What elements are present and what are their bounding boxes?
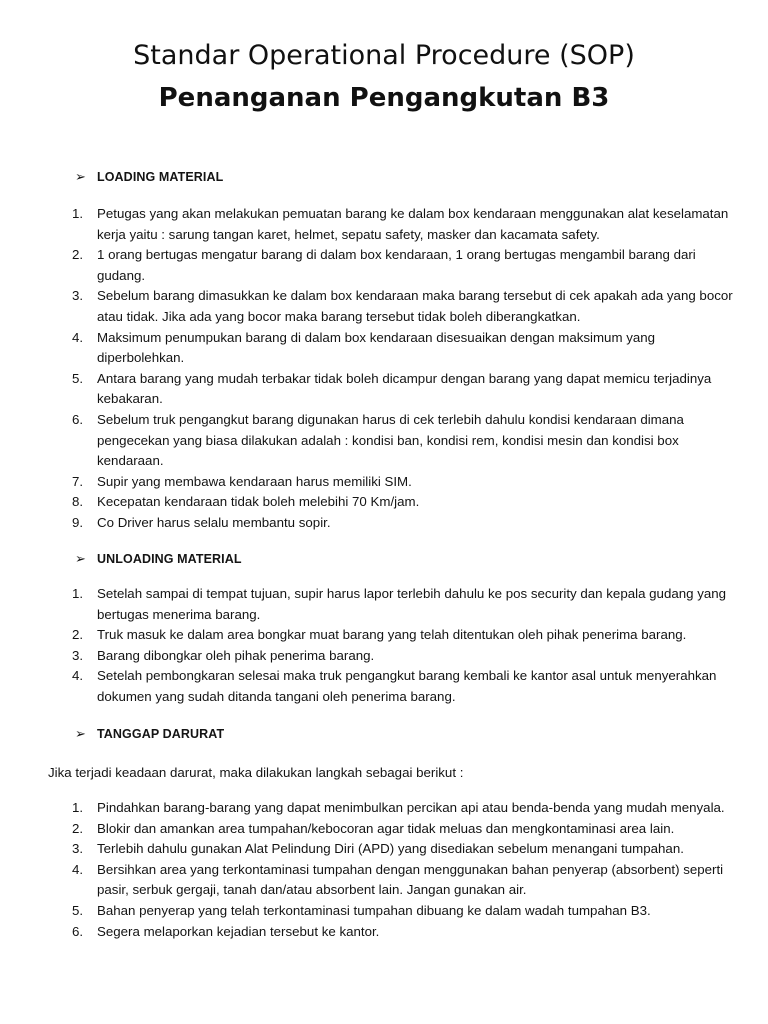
list-item <box>0 839 768 860</box>
list-item <box>0 860 768 901</box>
list-item-number: 9. <box>72 514 84 530</box>
list-item <box>0 819 768 840</box>
loading-steps-list <box>0 204 768 534</box>
document-title: Standar Operational Procedure (SOP) <box>133 40 635 71</box>
list-item-text: Pindahkan barang-barang yang dapat menimbulkan percikan api atau benda-benda yang mudah menyala. <box>97 800 725 815</box>
list-item <box>0 901 768 922</box>
list-item-text: Segera melaporkan kejadian tersebut ke kantor. <box>97 923 380 939</box>
list-item <box>0 666 768 707</box>
list-item-text: Supir yang membawa kendaraan harus memiliki SIM. <box>97 473 412 489</box>
list-item-number: 4. <box>72 668 84 684</box>
list-item-number: 3. <box>72 288 84 304</box>
list-item-number: 3. <box>72 647 84 663</box>
list-item <box>0 245 768 286</box>
list-item-text: Petugas yang akan melakukan pemuatan barang ke dalam box kendaraan menggunakan alat keselamatan kerja yaitu : sarung tangan karet, helmet, sepatu safety, masker dan kacamata safety. <box>97 206 729 242</box>
list-item-number: 6. <box>72 411 84 427</box>
list-item-number: 6. <box>72 923 84 939</box>
list-item-number: 7. <box>72 473 84 489</box>
list-item-text: Bahan penyerap yang telah terkontaminasi tumpahan dibuang ke dalam wadah tumpahan B3. <box>97 902 651 918</box>
list-item <box>0 798 768 819</box>
list-item-number: 2. <box>72 627 84 643</box>
list-item-text: Blokir dan amankan area tumpahan/kebocoran agar tidak meluas dan mengkontaminasi area lain. <box>97 820 675 836</box>
list-item-number: 2. <box>72 820 84 836</box>
list-item-number: 1. <box>72 800 84 815</box>
list-item <box>0 584 768 625</box>
section-heading-unloading <box>75 551 242 567</box>
list-item-number: 3. <box>72 841 84 857</box>
arrow-bullet-icon: ➢ <box>75 169 86 184</box>
document-subtitle: Penanganan Pengangkutan B3 <box>158 83 610 113</box>
list-item-number: 5. <box>72 370 84 386</box>
list-item <box>0 922 768 943</box>
list-item <box>0 410 768 472</box>
list-item-number: 4. <box>72 329 84 345</box>
list-item-text: Sebelum barang dimasukkan ke dalam box kendaraan maka barang tersebut di cek apakah ada yang bocor atau tidak. Jika ada yang bocor maka barang tersebut tidak boleh diberangkatkan. <box>97 288 733 324</box>
list-item <box>0 646 768 667</box>
list-item-text: 1 orang bertugas mengatur barang di dalam box kendaraan, 1 orang bertugas mengambil barang dari gudang. <box>97 247 696 283</box>
list-item-text: Maksimum penumpukan barang di dalam box kendaraan disesuaikan dengan maksimum yang diperbolehkan. <box>97 329 656 366</box>
list-item-text: Bersihkan area yang terkontaminasi tumpahan dengan menggunakan bahan penyerap (absorbent) seperti pasir, serbuk gergaji, tanah dan/atau absorbent lain. Jangan gunakan air. <box>97 861 724 898</box>
list-item-number: 5. <box>72 902 84 918</box>
emergency-intro-text: Jika terjadi keadaan darurat, maka dilakukan langkah sebagai berikut : <box>48 765 464 780</box>
section-heading-label: UNLOADING MATERIAL <box>97 552 242 566</box>
list-item-text: Setelah sampai di tempat tujuan, supir harus lapor terlebih dahulu ke pos security dan kepala gudang yang bertugas menerima barang. <box>97 586 727 622</box>
list-item-text: Sebelum truk pengangkut barang digunakan harus di cek terlebih dahulu kondisi kendaraan dimana pengecekan yang biasa dilakukan adalah : kondisi ban, kondisi rem, kondisi mesin dan kondisi box kendaraan. <box>97 411 684 469</box>
list-item <box>0 369 768 410</box>
arrow-bullet-icon: ➢ <box>75 551 86 566</box>
list-item <box>0 513 768 534</box>
list-item-text: Setelah pembongkaran selesai maka truk pengangkut barang kembali ke kantor asal untuk menyerahkan dokumen yang sudah ditanda tangani oleh penerima barang. <box>97 668 717 704</box>
list-item-number: 2. <box>72 247 84 263</box>
list-item <box>0 492 768 513</box>
list-item-text: Kecepatan kendaraan tidak boleh melebihi 70 Km/jam. <box>97 494 420 510</box>
list-item-text: Truk masuk ke dalam area bongkar muat barang yang telah ditentukan oleh pihak penerima barang. <box>97 627 687 643</box>
arrow-bullet-icon: ➢ <box>75 726 86 741</box>
list-item <box>0 286 768 327</box>
list-item-text: Terlebih dahulu gunakan Alat Pelindung Diri (APD) yang disediakan sebelum menangani tumpahan. <box>97 841 684 857</box>
list-item-text: Co Driver harus selalu membantu sopir. <box>97 514 331 530</box>
section-heading-label: TANGGAP DARURAT <box>97 727 225 741</box>
list-item-number: 8. <box>72 494 84 510</box>
list-item-number: 1. <box>72 206 84 221</box>
section-heading-loading <box>75 169 223 185</box>
section-heading-emergency <box>75 726 224 742</box>
list-item-text: Barang dibongkar oleh pihak penerima barang. <box>97 647 375 663</box>
list-item <box>0 328 768 369</box>
list-item-text: Antara barang yang mudah terbakar tidak boleh dicampur dengan barang yang dapat memicu terjadinya kebakaran. <box>97 370 712 407</box>
section-heading-label: LOADING MATERIAL <box>97 170 224 184</box>
unloading-steps-list <box>0 584 768 708</box>
list-item <box>0 472 768 493</box>
list-item <box>0 204 768 245</box>
list-item-number: 4. <box>72 861 84 877</box>
emergency-steps-list <box>0 798 768 942</box>
list-item-number: 1. <box>72 586 84 601</box>
list-item <box>0 625 768 646</box>
